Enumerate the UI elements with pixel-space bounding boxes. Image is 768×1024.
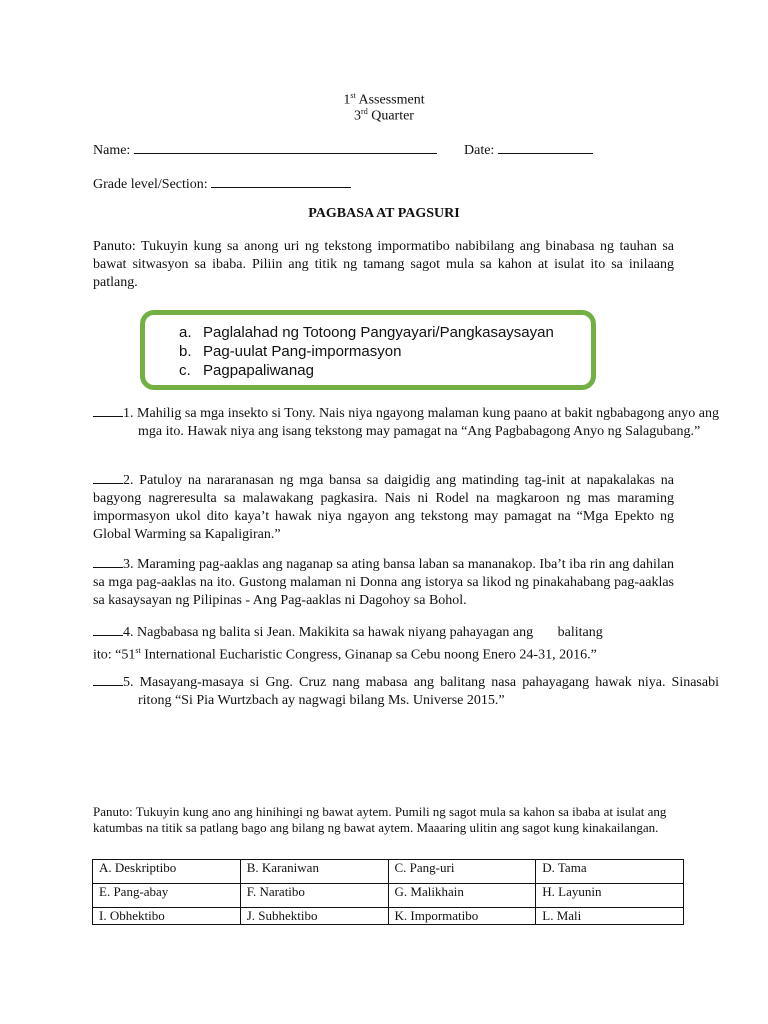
table-row	[93, 860, 684, 884]
choice-cell: H. Layunin	[536, 884, 684, 908]
choice-cell: D. Tama	[536, 860, 684, 884]
item-3	[93, 556, 674, 610]
date-row	[464, 139, 593, 159]
item-3-text: 3. Maraming pag-aaklas ang naganap sa ating bansa laban sa mananakop. Iba’t iba rin ang dahilan sa mga pag-aaklas na ito. Gustong malaman ni Donna ang istorya sa likod ng pinakahabang pag-aaklas sa kasaysayan ng Pilipinas - Ang Pag-aaklas ni Dagohoy sa Bohol.	[93, 557, 674, 608]
instructions-1: Panuto: Tukuyin kung sa anong uri ng tekstong impormatibo nabibilang ang binabasa ng tauhan sa bawat sitwasyon sa ibaba. Piliin ang titik ng tamang sagot mula sa kahon at isulat ito sa inilaang patlang.	[93, 239, 674, 290]
item-5	[93, 674, 719, 710]
grade-field[interactable]	[211, 173, 351, 188]
date-field[interactable]	[498, 139, 593, 154]
grade-row	[93, 173, 351, 193]
name-field[interactable]	[134, 139, 437, 154]
choice-cell: B. Karaniwan	[240, 860, 388, 884]
instructions-2: Panuto: Tukuyin kung ano ang hinihingi ng bawat aytem. Pumili ng sagot mula sa kahon sa ibaba at isulat ang katumbas na titik sa patlang bago ang bilang ng bawat aytem. Maaaring ulitin ang sagot kung kinakailangan.	[93, 804, 667, 835]
quarter-number: 3	[354, 108, 362, 124]
option-b	[179, 342, 401, 361]
table-row	[93, 908, 684, 925]
option-c-key: c.	[179, 362, 191, 379]
assessment-label: Assessment	[358, 92, 425, 108]
item-1-text: 1. Mahilig sa mga insekto si Tony. Nais niya ngayong malaman kung paano at bakit ngbabagong anyo ang mga ito. Hawak niya ang isang tekstong may pamagat na “Ang Pagbabagong Anyo ng Salagubang.”	[123, 406, 719, 439]
quarter-suffix: rd	[361, 107, 368, 116]
quarter-label: Quarter	[371, 108, 414, 124]
option-c	[179, 361, 314, 380]
options-box	[140, 310, 596, 390]
choices-table	[92, 859, 684, 925]
option-a-key: a.	[179, 324, 192, 341]
option-a-text: Paglalahad ng Totoong Pangyayari/Pangkasaysayan	[203, 324, 554, 341]
item-5-text: 5. Masayang-masaya si Gng. Cruz nang mabasa ang balitang nasa pahayagang hawak niya. Sinasabi ritong “Si Pia Wurtzbach ay nagwagi bilang Ms. Universe 2015.”	[123, 675, 719, 708]
name-label: Name:	[93, 143, 131, 158]
option-c-text: Pagpapaliwanag	[203, 362, 314, 379]
choice-cell: I. Obhektibo	[93, 908, 241, 925]
item-2-text: 2. Patuloy na nararanasan ng mga bansa sa daigidig ang matinding tag-init at napakalakas na bagyong nagreresulta sa malawakang pagkasira. Nais ni Rodel na magkaroon ng mas maraming impormasyon ukol dito kaya’t hawak niya ngayon ang tekstong may pamagat na “Mga Epekto ng Global Warming sa Kapaligiran.”	[93, 473, 674, 542]
item-4-text-post: International Eucharistic Congress, Ginanap sa Cebu noong Enero 24-31, 2016.”	[140, 647, 597, 663]
choice-cell: J. Subhektibo	[240, 908, 388, 925]
option-b-key: b.	[179, 343, 192, 360]
grade-label: Grade level/Section:	[93, 177, 208, 192]
item-4	[93, 624, 674, 665]
answer-blank-4[interactable]	[93, 635, 123, 636]
item-4-text-sup: st	[135, 646, 141, 655]
choice-cell: K. Impormatibo	[388, 908, 536, 925]
quarter-title	[0, 104, 768, 125]
answer-blank-2[interactable]	[93, 483, 123, 484]
option-a	[179, 323, 554, 342]
item-4-text-line1: 4. Nagbabasa ng balita si Jean. Makikita sa hawak niyang pahayagan ang balitang	[123, 625, 603, 640]
table-row	[93, 884, 684, 908]
item-2	[93, 472, 674, 544]
choice-cell: A. Deskriptibo	[93, 860, 241, 884]
answer-blank-5[interactable]	[93, 685, 123, 686]
item-1	[93, 405, 719, 441]
choice-cell: L. Mali	[536, 908, 684, 925]
name-row	[93, 139, 437, 159]
option-b-text: Pag-uulat Pang-impormasyon	[203, 343, 402, 360]
choice-cell: C. Pang-uri	[388, 860, 536, 884]
answer-blank-1[interactable]	[93, 416, 123, 417]
section-title: PAGBASA AT PAGSURI	[308, 206, 460, 221]
assessment-suffix: st	[350, 91, 356, 100]
choice-cell: F. Naratibo	[240, 884, 388, 908]
assessment-number: 1	[343, 92, 351, 108]
answer-blank-3[interactable]	[93, 567, 123, 568]
choice-cell: E. Pang-abay	[93, 884, 241, 908]
choice-cell: G. Malikhain	[388, 884, 536, 908]
date-label: Date:	[464, 143, 495, 158]
item-4-text-pre: ito: “51	[93, 647, 136, 663]
